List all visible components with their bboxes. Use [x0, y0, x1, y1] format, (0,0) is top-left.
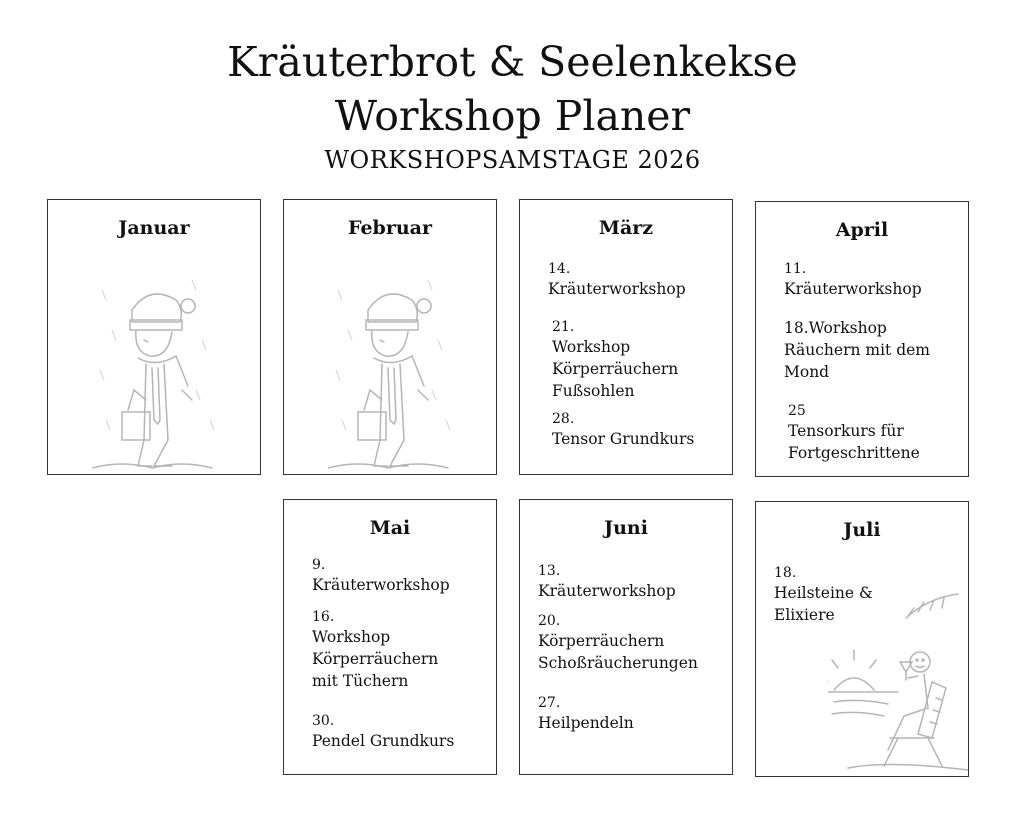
- entry-day: 11.: [784, 261, 807, 277]
- entry-day: 21.: [552, 319, 575, 335]
- workshop-entry: [784, 260, 922, 300]
- workshop-entry: [538, 562, 676, 602]
- workshop-entry: [538, 612, 698, 674]
- workshop-entry: [784, 317, 930, 383]
- entry-day: 18.: [774, 565, 797, 581]
- entry-text: Pendel Grundkurs: [312, 732, 455, 750]
- workshop-entry: [538, 694, 634, 734]
- entry-day: 9.: [312, 557, 326, 573]
- entry-text: 18.Workshop: [784, 319, 887, 337]
- entry-text: Elixiere: [774, 606, 835, 624]
- workshop-entry: [552, 318, 678, 402]
- entry-text: Tensor Grundkurs: [552, 430, 695, 448]
- entry-day: 13.: [538, 563, 561, 579]
- entry-text: Mond: [784, 363, 830, 381]
- entry-text: Heilpendeln: [538, 714, 634, 732]
- entry-text: Workshop: [552, 338, 631, 356]
- entry-text: Körperräuchern: [312, 650, 439, 668]
- workshop-entry: [552, 410, 694, 450]
- page-subtitle: WORKSHOPSAMSTAGE 2026: [324, 146, 701, 174]
- month-title: Januar: [118, 217, 190, 239]
- workshop-entry: [312, 712, 454, 752]
- workshop-entry: [312, 556, 450, 596]
- entry-day: 30.: [312, 713, 335, 729]
- month-card-april: [755, 201, 969, 477]
- page-title-line2: Workshop Planer: [334, 92, 691, 140]
- month-title: April: [835, 219, 889, 241]
- month-card-mai: [283, 499, 497, 775]
- month-title: Februar: [348, 217, 432, 239]
- month-card-maerz: [519, 199, 733, 475]
- entry-text: Kräuterworkshop: [312, 576, 450, 594]
- entry-day: 14.: [548, 261, 571, 277]
- month-title: Juni: [604, 517, 648, 539]
- entry-day: 27.: [538, 695, 561, 711]
- month-title: März: [598, 217, 654, 239]
- month-card-juli: [755, 501, 969, 777]
- entry-text: Fortgeschrittene: [788, 444, 920, 462]
- entry-text: Fußsohlen: [552, 382, 635, 400]
- page-title-line1: Kräuterbrot & Seelenkekse: [227, 38, 798, 86]
- workshop-entry: [548, 260, 686, 300]
- month-card-februar: [283, 199, 497, 475]
- entry-text: Körperräuchern: [552, 360, 679, 378]
- entry-text: Kräuterworkshop: [784, 280, 922, 298]
- month-title: Mai: [369, 517, 411, 539]
- entry-text: Räuchern mit dem: [784, 341, 931, 359]
- month-title: Juli: [843, 519, 881, 541]
- entry-text: Körperräuchern: [538, 632, 665, 650]
- entry-day: 16.: [312, 609, 335, 625]
- workshop-entry: [788, 402, 920, 464]
- entry-day: 25: [788, 403, 806, 419]
- entry-day: 20.: [538, 613, 561, 629]
- entry-text: Schoßräucherungen: [538, 654, 698, 672]
- beach-chair-illustration: [828, 588, 968, 774]
- winter-walker-illustration: [328, 270, 458, 470]
- workshop-entry: [312, 608, 438, 692]
- month-card-juni: [519, 499, 733, 775]
- entry-text: Heilsteine &: [774, 584, 873, 602]
- month-card-januar: [47, 199, 261, 475]
- winter-walker-illustration: [92, 270, 222, 470]
- entry-day: 28.: [552, 411, 575, 427]
- entry-text: Kräuterworkshop: [538, 582, 676, 600]
- entry-text: Workshop: [312, 628, 391, 646]
- entry-text: Kräuterworkshop: [548, 280, 686, 298]
- entry-text: Tensorkurs für: [788, 422, 904, 440]
- entry-text: mit Tüchern: [312, 672, 409, 690]
